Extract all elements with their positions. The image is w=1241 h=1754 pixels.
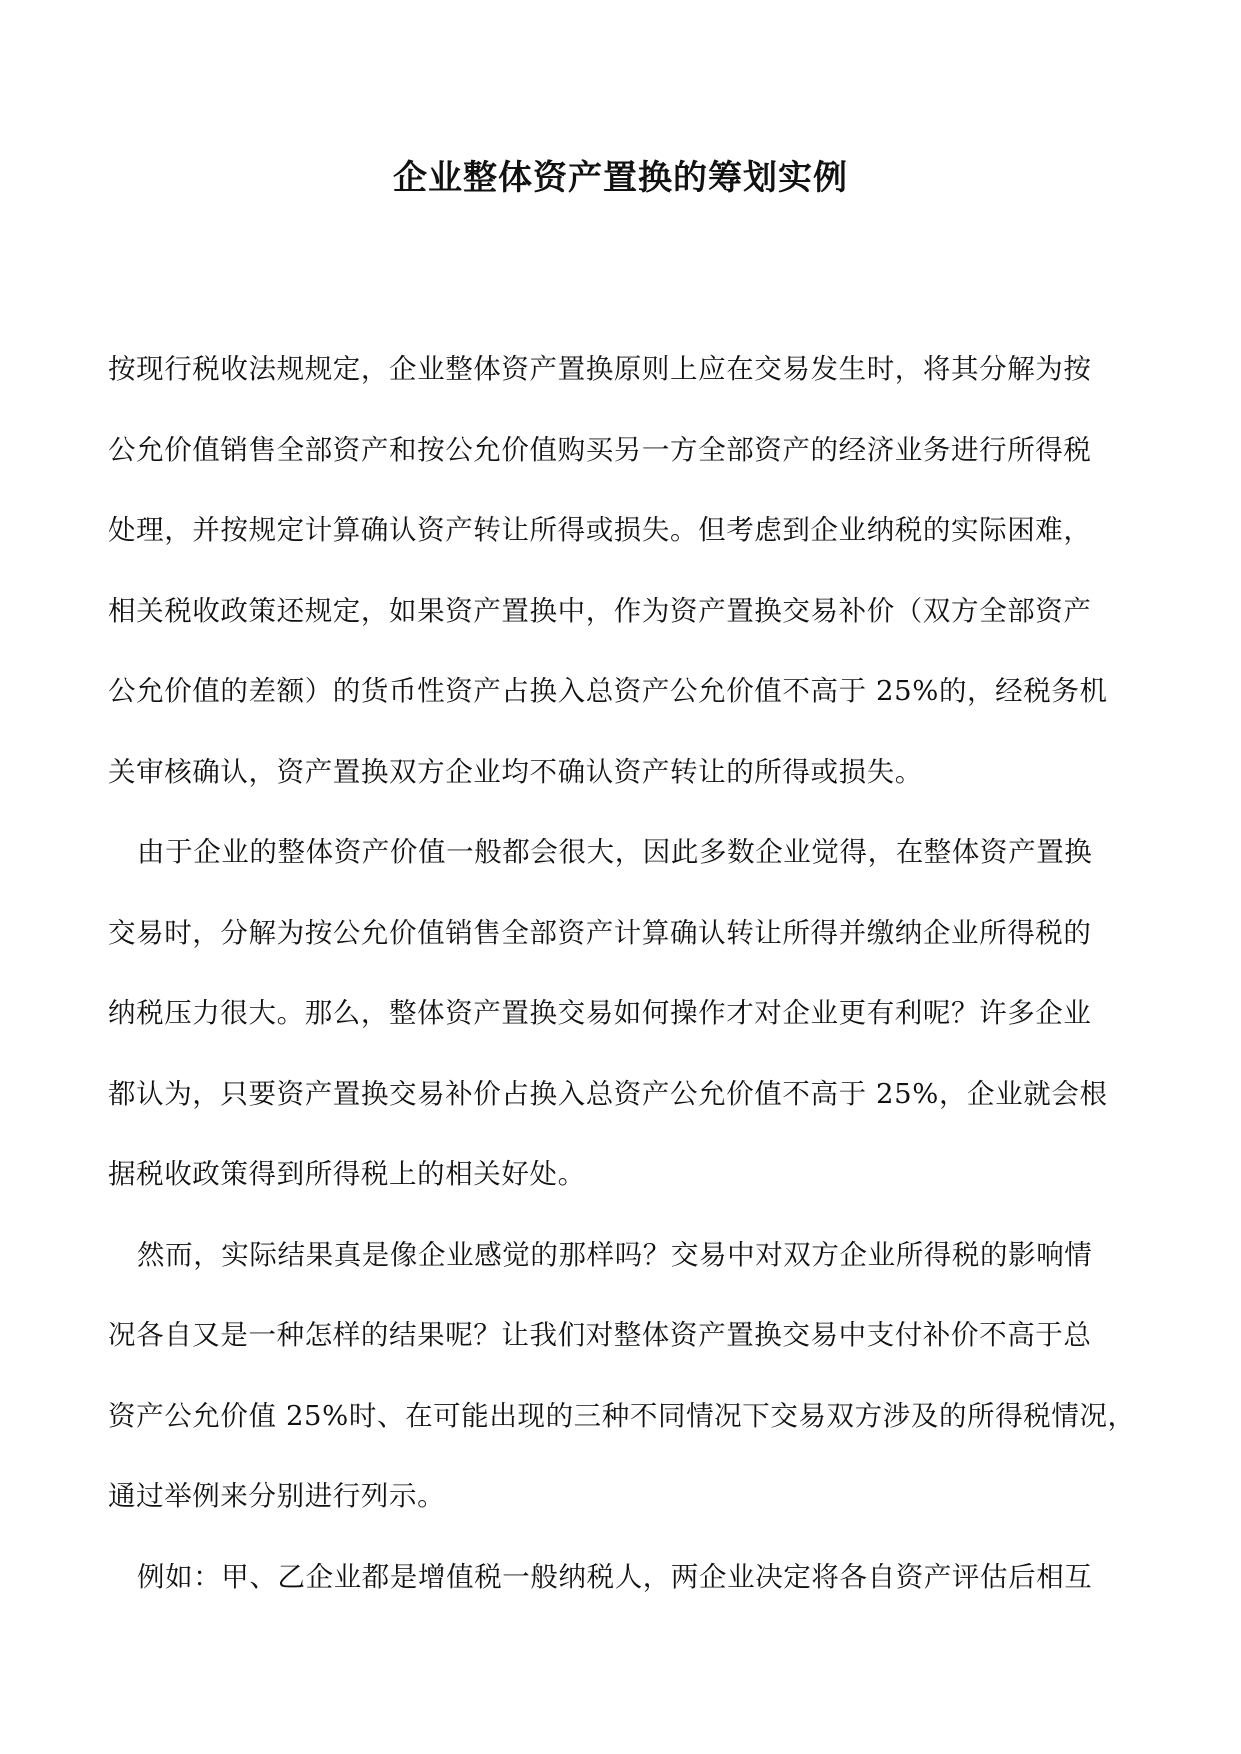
body-line-12: 然而，实际结果真是像企业感觉的那样吗？交易中对双方企业所得税的影响情 xyxy=(137,1239,1093,1271)
body-line-7: 由于企业的整体资产价值一般都会很大，因此多数企业觉得，在整体资产置换 xyxy=(137,836,1093,868)
body-line-5: 公允价值的差额）的货币性资产占换入总资产公允价值不高于 25%的，经税务机 xyxy=(108,675,1108,707)
body-line-3: 处理，并按规定计算确认资产转让所得或损失。但考虑到企业纳税的实际困难， xyxy=(108,514,1092,546)
page-title: 企业整体资产置换的筹划实例 xyxy=(393,158,848,198)
body-line-13: 况各自又是一种怎样的结果呢？让我们对整体资产置换交易中支付补价不高于总 xyxy=(108,1319,1092,1351)
body-line-11: 据税收政策得到所得税上的相关好处。 xyxy=(108,1158,586,1190)
body-line-16: 例如：甲、乙企业都是增值税一般纳税人，两企业决定将各自资产评估后相互 xyxy=(137,1561,1093,1593)
body-line-9: 纳税压力很大。那么，整体资产置换交易如何操作才对企业更有利呢？许多企业 xyxy=(108,997,1092,1029)
body-line-2: 公允价值销售全部资产和按公允价值购买另一方全部资产的经济业务进行所得税 xyxy=(108,434,1092,466)
body-line-8: 交易时，分解为按公允价值销售全部资产计算确认转让所得并缴纳企业所得税的 xyxy=(108,917,1092,949)
body-line-4: 相关税收政策还规定，如果资产置换中，作为资产置换交易补价（双方全部资产 xyxy=(108,595,1092,627)
body-line-1: 按现行税收法规规定，企业整体资产置换原则上应在交易发生时，将其分解为按 xyxy=(108,353,1092,385)
body-line-15: 通过举例来分别进行列示。 xyxy=(108,1480,446,1512)
body-line-6: 关审核确认，资产置换双方企业均不确认资产转让的所得或损失。 xyxy=(108,756,923,788)
body-line-14: 资产公允价值 25%时、在可能出现的三种不同情况下交易双方涉及的所得税情况， xyxy=(108,1400,1136,1432)
body-line-10: 都认为，只要资产置换交易补价占换入总资产公允价值不高于 25%，企业就会根 xyxy=(108,1078,1108,1110)
